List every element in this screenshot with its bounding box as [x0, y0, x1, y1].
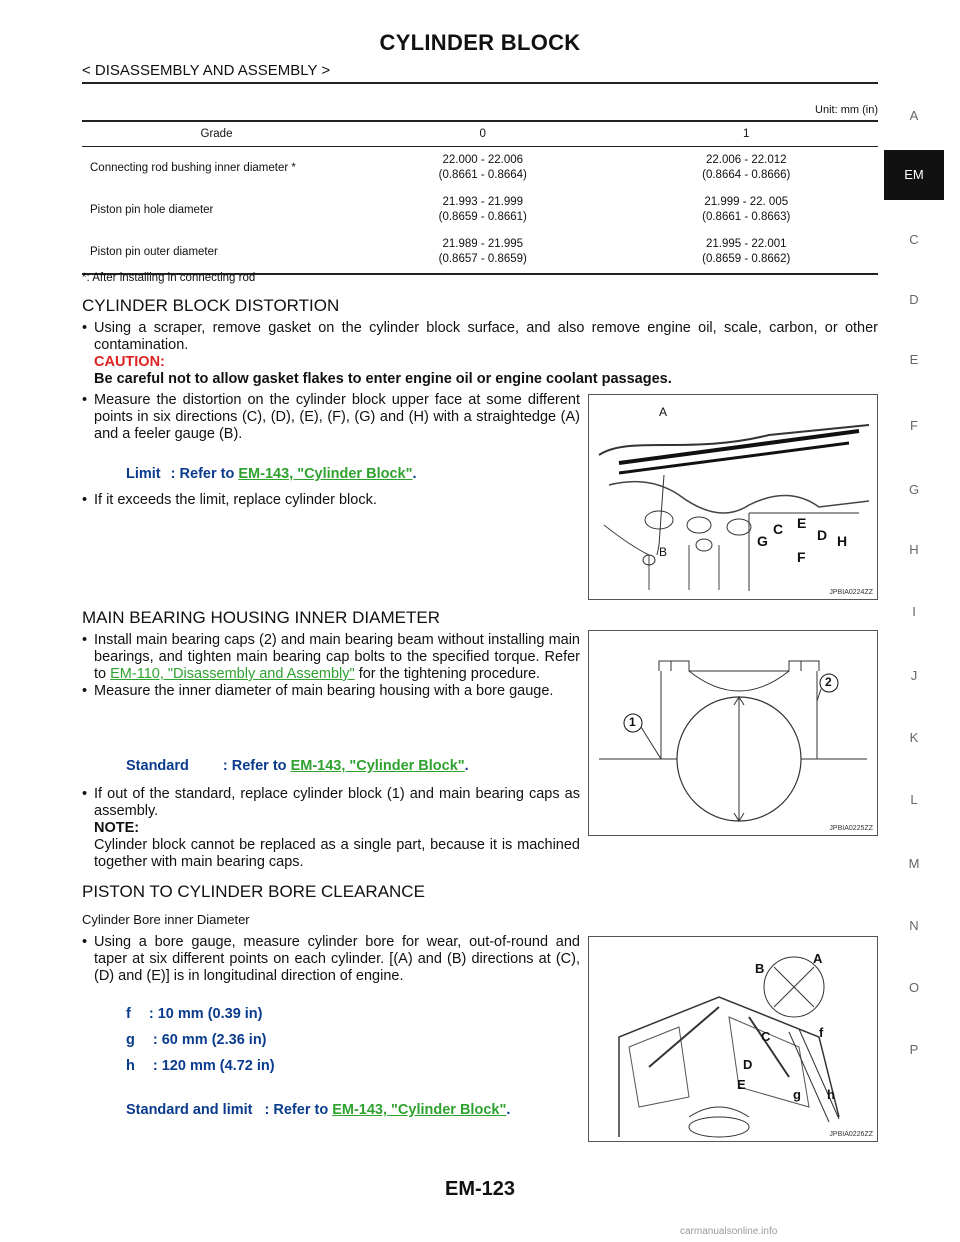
standard-link[interactable]: EM-143, "Cylinder Block" [290, 758, 465, 774]
side-tab-g[interactable]: G [908, 482, 920, 497]
side-tab-a[interactable]: A [909, 108, 919, 123]
header-grade: Grade [82, 121, 351, 147]
side-tab-e[interactable]: E [909, 352, 919, 367]
disassembly-link[interactable]: EM-110, "Disassembly and Assembly" [110, 666, 355, 682]
bullet-item: • Using a bore gauge, measure cylinder bore for wear, out-of-round and taper at six different points on each cylinder. [(A) and (B) directions at (C), (D) and (E)] is in longitudinal direction of engine. [82, 934, 580, 985]
distortion-intro [82, 320, 878, 388]
figure-distortion [588, 394, 878, 600]
table-footnote: *: After installing in connecting rod [82, 272, 256, 284]
side-tab-h[interactable]: H [909, 542, 919, 557]
side-tab-p[interactable]: P [909, 1042, 919, 1057]
label-e: E [737, 1077, 746, 1092]
bullet-text-post: for the tightening procedure. [358, 666, 541, 682]
side-tab-i[interactable]: I [912, 604, 916, 619]
side-tab-n[interactable]: N [909, 918, 919, 933]
row-label: Connecting rod bushing inner diameter * [90, 162, 296, 174]
bore-steps [82, 934, 580, 985]
figure-code: JPBIA0225ZZ [829, 825, 873, 832]
engine-block-illustration [589, 395, 877, 599]
std-limit-sep: : Refer to [264, 1102, 329, 1118]
value-in: (0.8659 - 0.8662) [702, 253, 791, 265]
cell-grade-0 [351, 189, 615, 231]
standard-label: Standard [126, 758, 189, 774]
distortion-steps [82, 392, 580, 443]
header-rule [82, 82, 878, 84]
limit-period: . [412, 466, 417, 482]
value-in: (0.8659 - 0.8661) [438, 211, 527, 223]
figure-main-bearing [588, 630, 878, 836]
bushing-spec-table [82, 120, 878, 275]
value-in: (0.8661 - 0.8664) [438, 169, 527, 181]
side-tab-f[interactable]: F [910, 418, 918, 433]
subheading-bore-diameter: Cylinder Bore inner Diameter [82, 912, 250, 927]
header-grade-0: 0 [351, 121, 615, 147]
label-b: B [659, 545, 668, 559]
side-tab-l[interactable]: L [910, 792, 918, 807]
limit-link[interactable]: EM-143, "Cylinder Block" [238, 466, 413, 482]
page-number: EM-123 [444, 1178, 516, 1200]
row-label: Piston pin outer diameter [82, 231, 351, 274]
label-d: D [743, 1057, 753, 1072]
page-subtitle: < DISASSEMBLY AND ASSEMBLY > [82, 62, 331, 79]
value-in: (0.8664 - 0.8666) [702, 169, 791, 181]
header-grade-1: 1 [615, 121, 879, 147]
limit-line [126, 466, 417, 482]
bearing-housing-illustration [589, 631, 877, 835]
label-g: g [793, 1087, 801, 1102]
cylinder-bore-illustration [589, 937, 877, 1141]
label-f: F [797, 549, 806, 565]
figure-code: JPBIA0224ZZ [829, 589, 873, 596]
bullet-item [82, 632, 580, 683]
label-h: H [837, 533, 848, 549]
section-heading-piston-clearance: PISTON TO CYLINDER BORE CLEARANCE [82, 882, 425, 901]
bullet-item: • Using a scraper, remove gasket on the cylinder block surface, and also remove engine oil, scale, carbon, or other contamination. [82, 320, 878, 354]
cell-grade-0 [351, 147, 615, 190]
value-in: (0.8657 - 0.8659) [438, 253, 527, 265]
section-heading-distortion: CYLINDER BLOCK DISTORTION [82, 296, 340, 315]
bullet-item: • Measure the distortion on the cylinder block upper face at some different points in six directions (C), (D), (E), (F), (G) and (H) with a straightedge (A) and a feeler gauge (B). [82, 392, 580, 443]
side-tab-o[interactable]: O [908, 980, 920, 995]
side-tab-em[interactable]: EM [884, 150, 944, 200]
dim-value: : 120 mm (4.72 in) [152, 1058, 275, 1074]
value-mm: 22.006 - 22.012 [705, 154, 787, 166]
label-b: B [755, 961, 765, 976]
standard-period: . [464, 758, 469, 774]
page-title: CYLINDER BLOCK [379, 30, 581, 55]
dim-h [126, 1058, 275, 1074]
table-header-row [82, 121, 878, 147]
row-label: Piston pin hole diameter [90, 204, 214, 216]
label-a: A [813, 951, 823, 966]
std-limit-period: . [506, 1102, 511, 1118]
label-1: 1 [629, 715, 636, 729]
caution-label: CAUTION: [94, 354, 165, 370]
label-c: C [773, 521, 784, 537]
bullet-text: Install main bearing caps (2) and main bearing beam without installing main bearings, and tighten main bearing cap bolts to the specified torque. Refer to [94, 632, 580, 682]
label-d: D [817, 527, 828, 543]
dim-key: g [126, 1032, 135, 1048]
standard-sep: : Refer to [222, 758, 287, 774]
label-a: A [659, 405, 668, 419]
watermark: carmanualsonline.info [680, 1226, 778, 1237]
cell-grade-0 [351, 231, 615, 274]
note-text: Cylinder block cannot be replaced as a single part, because it is machined together with main bearing caps. [94, 837, 580, 870]
dim-f [126, 1006, 263, 1022]
bullet-item: • If out of the standard, replace cylinder block (1) and main bearing caps as assembly. [82, 786, 580, 820]
main-bearing-steps [82, 632, 580, 700]
table-row [82, 231, 878, 274]
distortion-result [82, 492, 580, 509]
side-tab-j[interactable]: J [910, 668, 918, 683]
value-mm: 21.999 - 22. 005 [704, 196, 789, 208]
figure-code: JPBIA0226ZZ [829, 1131, 873, 1138]
main-bearing-result [82, 786, 580, 871]
std-limit-line [126, 1102, 510, 1118]
dim-value: : 10 mm (0.39 in) [148, 1006, 263, 1022]
cell-grade-1 [615, 147, 879, 190]
side-tab-c[interactable]: C [909, 232, 919, 247]
cell-grade-1 [615, 231, 879, 274]
std-limit-label: Standard and limit [126, 1102, 253, 1118]
bullet-item: • If it exceeds the limit, replace cylinder block. [82, 492, 580, 509]
unit-label: Unit: mm (in) [815, 104, 878, 116]
side-tab-d[interactable]: D [909, 292, 919, 307]
bullet-item: • Measure the inner diameter of main bearing housing with a bore gauge. [82, 683, 580, 700]
label-e: E [797, 515, 807, 531]
section-heading-main-bearing: MAIN BEARING HOUSING INNER DIAMETER [82, 608, 440, 627]
value-mm: 21.993 - 21.999 [442, 196, 524, 208]
standard-line [126, 758, 469, 774]
label-2: 2 [825, 675, 832, 689]
cell-grade-1 [615, 189, 879, 231]
dim-key: f [126, 1006, 131, 1022]
limit-sep: : Refer to [170, 466, 235, 482]
value-in: (0.8661 - 0.8663) [702, 211, 791, 223]
caution-text: Be careful not to allow gasket flakes to enter engine oil or engine coolant passages. [94, 371, 672, 387]
table-row [82, 147, 878, 190]
limit-label: Limit [126, 466, 161, 482]
value-mm: 22.000 - 22.006 [442, 154, 524, 166]
figure-bore [588, 936, 878, 1142]
dim-value: : 60 mm (2.36 in) [152, 1032, 267, 1048]
side-tab-m[interactable]: M [908, 856, 920, 871]
label-g: G [757, 533, 768, 549]
label-c: C [761, 1029, 771, 1044]
note-label: NOTE: [94, 820, 140, 836]
side-tab-k[interactable]: K [909, 730, 919, 745]
value-mm: 21.989 - 21.995 [442, 238, 524, 250]
std-limit-link[interactable]: EM-143, "Cylinder Block" [332, 1102, 507, 1118]
table-row [82, 189, 878, 231]
dim-g [126, 1032, 267, 1048]
value-mm: 21.995 - 22.001 [705, 238, 787, 250]
label-h: h [827, 1087, 835, 1102]
label-f: f [819, 1025, 824, 1040]
dim-key: h [126, 1058, 135, 1074]
